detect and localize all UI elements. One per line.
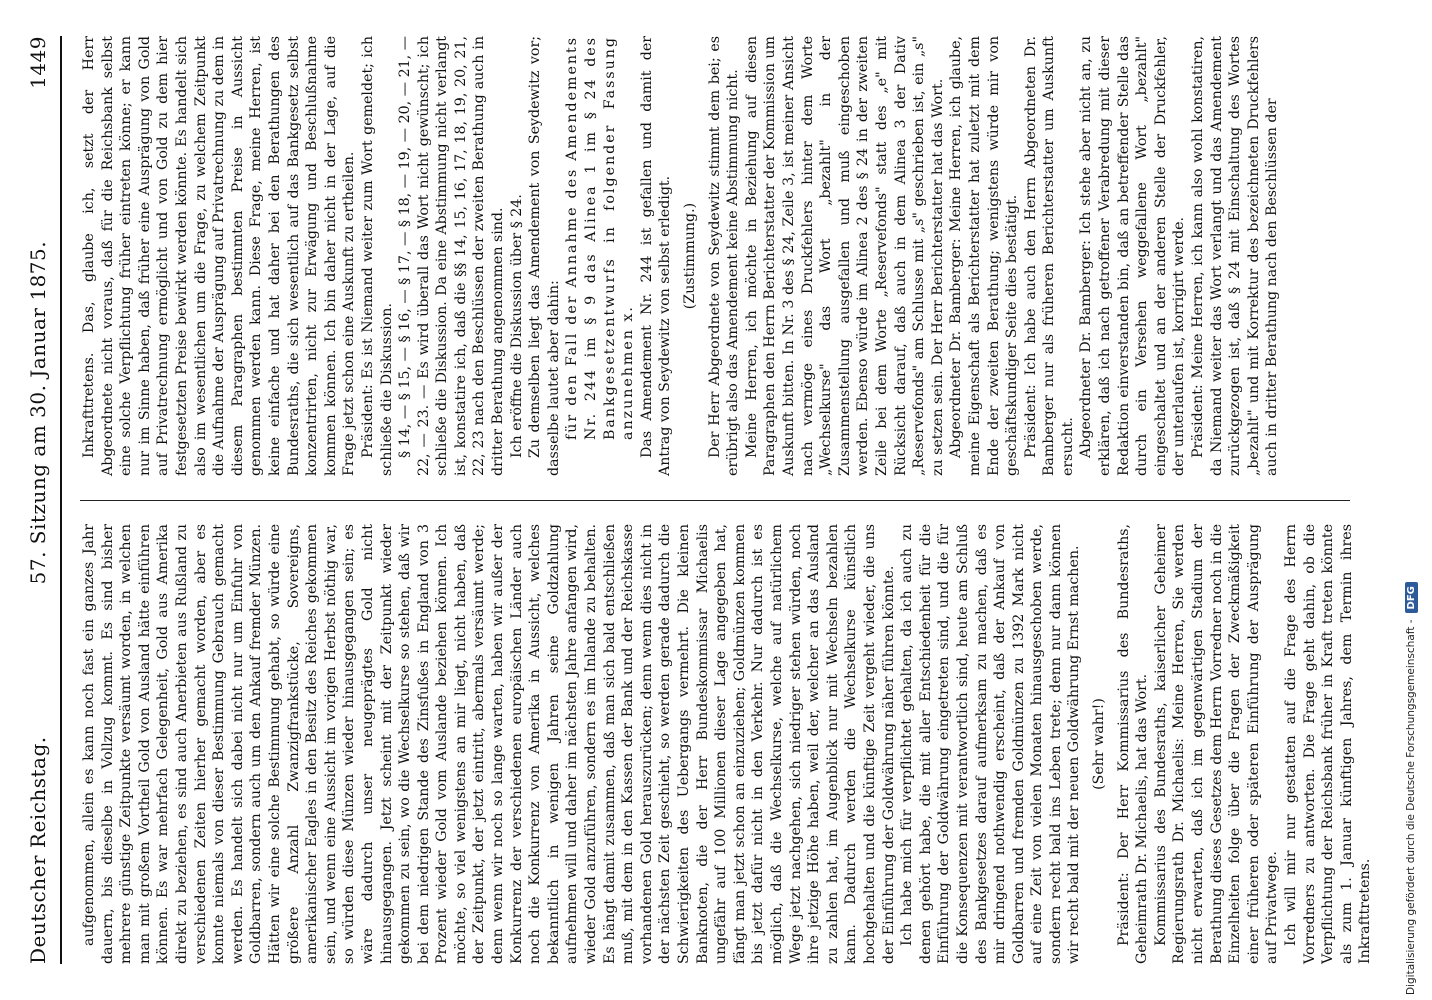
paragraph: Ich eröffne die Diskussion über § 24. [508,194,525,458]
paragraph: Zu demselben liegt das Amendement von Seydewitz vor; dasselbe lautet aber dahin: [527,36,562,476]
paragraph: § 14, — § 15, — § 16, — § 17, — § 18, — 19, — 20, — 21, — 22, — 23. — Es wird überall das Wort nicht gewünscht; ich schließe die Diskussion. Da eine Abstimmung nicht verlangt ist, konstatire ich, daß die §§ 14, 15, 16, 17, 18, 19, 20, 21, 22, 23 nach den Beschlüssen der zweiten Berathung auch in dritter Berathung angenommen sind. [397,36,507,476]
paragraph: Ich will mir nur gestatten auf die Frage des Herrn Vorredners zu antworten. Die Frage geht dahin, ob die Verpflichtung der Reichsbank früher in Kraft treten könnte als zum 1. Januar künftigen Jahres, dem Termin ihres Inkrafttretens. [1283,524,1374,964]
paragraph: Inkrafttretens. Das, glaube ich, setzt der Herr Abgeordnete nicht voraus, daß für die Reichsbank selbst eine solche Verpflichtung früher eintreten könne; er kann nur im Sinne haben, daß früher eine Ausprägung von Gold auf Privatrechnung ermöglicht und von Gold zu dem hier festgesetzten Preise bewirkt werden könnte. Es handelt sich also im wesentlichen um die Frage, zu welchem Zeitpunkt die Aufnahme der Ausprägung auf Privatrechnung zu dem in diesem Paragraphen bestimmten Preise in Aussicht genommen werden kann. Diese Frage, meine Herren, ist keine einfache und hat daher bei den Berathungen des Bundesraths, die sich wesentlich auf das Bankgesetz selbst konzentrirten, nicht zur Erwägung und Beschlußnahme kommen können. Ich bin daher nicht in der Lage, auf die Frage jetzt schon eine Auskunft zu ertheilen. [81,36,358,476]
paragraph: Ich habe mich für verpflichtet gehalten, da ich auch zu denen gehört habe, die mit aller Entschiedenheit für die Einführung der Goldwährung eingetreten sind, und die für die Konsequenzen mit verantwortlich sind, heute am Schluß des Bankgesetzes darauf aufmerksam zu machen, daß es mir dringend nothwendig erscheint, daß der Ankauf von Goldbarren und fremden Goldmünzen zu 1392 Mark nicht auf eine Zeit von vielen Monaten hinausgeschoben werde, sondern recht bald ins Leben trete; denn nur dann können wir recht bald mit der neuen Goldwährung Ernst machen. [899,524,1083,964]
header-publication: Deutscher Reichstag. [26,736,50,964]
header-page-number: 1449 [26,36,50,89]
dfg-logo: DFG [1405,582,1418,613]
paragraph: Der Herr Abgeordnete von Seydewitz stimmt dem bei; es erübrigt also das Amendement keine Abstimmung nicht. [706,36,742,476]
interjection: (Sehr wahr!) [1091,698,1108,790]
paragraph: Kommissarius des Bundesraths, kaiserlicher Geheimer Regierungsrath Dr. Michaelis: Meine Herren, Sie werden nicht erwarten, daß ich im gegenwärtigen Stadium der Berathung dieses Gesetzes dem Herrn Vorredner noch in die Einzelheiten folge über die Fragen der Zweckmäßigkeit einer früheren oder späteren Einführung der Ausprägung auf Privatwege. [1152,524,1281,964]
paragraph: Präsident: Der Herr Kommissarius des Bundesraths, Geheimrath Dr. Michaelis, hat das Wort. [1115,524,1151,964]
paragraph: Das Amendement Nr. 244 ist gefallen und damit der Antrag von Seydewitz von selbst erledigt. [638,36,674,476]
paragraph: Präsident: Es ist Niemand weiter zum Wort gemeldet; ich schließe die Diskussion. [359,36,395,476]
column-divider [80,500,1350,501]
header-rule [60,36,62,964]
page-header [18,36,58,964]
text-column-right [80,36,1350,476]
paragraph: Abgeordneter Dr. Bamberger: Meine Herren, ich glaube, meine Eigenschaft als Berichterstatter hat zuletzt mit dem Ende der zweiten Berathung; wenigstens würde mir von geschäftskundiger Seite dies bestätigt. [948,36,1021,476]
paragraph: Präsident: Ich habe auch den Herrn Abgeordneten Dr. Bamberger nur als früheren Berichterstatter um Auskunft ersucht. [1022,36,1076,476]
paragraph: Abgeordneter Dr. Bamberger: Ich stehe aber nicht an, zu erklären, daß ich nach getroffener Verabredung mit dieser Redaktion einverstanden bin, daß an betreffender Stelle das durch ein Versehen weggefallene Wort „bezahlt" eingeschaltet und an der anderen Stelle der Druckfehler, der unterlaufen ist, korrigirt werde. [1078,36,1188,476]
text-column-left [80,524,1374,964]
digitization-credit [1400,5,1422,995]
paragraph: Präsident: Meine Herren, ich kann also wohl konstatiren, da Niemand weiter das Wort verlangt und das Amendement zurückgezogen ist, daß § 24 mit Einschaltung des Wortes „bezahlt" und mit Korrektur des bezeichneten Druckfehlers auch in dritter Berathung nach den Beschlüssen der [1190,36,1281,476]
amendment-quote: für den Fall der Annahme des Amendements Nr. 244 im § 9 das Alinea 1 im § 24 des Bankgesetzentwurfs in folgender Fassung anzunehmen x. [564,36,637,440]
header-session: 57. Sitzung am 30. Januar 1875. [26,240,50,585]
paragraph: Meine Herren, ich möchte in Beziehung auf diesen Paragraphen den Herrn Berichterstatter der Kommission um Auskunft bitten. In Nr. 3 des § 24, Zeile 3, ist meiner Ansicht nach vermöge eines Druckfehlers hinter dem Worte „Wechselkurse" das Wort „bezahlt" in der Zusammenstellung ausgefallen und muß eingeschoben werden. Ebenso würde im Alinea 2 des § 24 in der zweiten Zeile bei dem Worte „Reservefonds" statt des „e" mit Rücksicht darauf, daß auch in dem Alinea 3 der Dativ „Reservefonds" am Schlusse mit „s" geschrieben ist, ein „s" zu setzen sein. Der Herr Berichterstatter hat das Wort. [743,36,946,476]
paragraph: aufgenommen, allein es kann noch fast ein ganzes Jahr dauern, bis dieselbe in Vollzug kommt. Es sind bisher mehrere günstige Zeitpunkte versäumt worden, in welchen man mit großem Vortheil Gold von Ausland hätte einführen können. Es war mehrfach Gelegenheit, Gold aus Amerika direkt zu beziehen, es sind auch Anerbieten aus Rußland zu verschiedenen Zeiten hierher gemacht worden, aber es konnte niemals von dieser Bestimmung Gebrauch gemacht werden. Es handelt sich dabei nicht nur um Einfuhr von Goldbarren, sondern auch um den Ankauf fremder Münzen. Hätten wir eine solche Bestimmung gehabt, so würde eine größere Anzahl Zwanzigfrankstücke, Sovereigns, amerikanischer Eagles in den Besitz des Reiches gekommen sein, und wenn eine Aussicht im vorigen Herbst nöthig war, so würden diese Münzen wieder hinausgegangen sein; es wäre dadurch unser neugeprägtes Gold nicht hinausgegangen. Jetzt scheint mit der Zeitpunkt wieder gekommen zu sein, wo die Wechselkurse so stehen, daß wir bei dem niedrigen Stande des Zinsfußes in England von 3 Prozent wieder Gold vom Auslande beziehen können. Ich möchte, so viel wenigstens an mir liegt, nicht haben, daß der Zeitpunkt, der jetzt eintritt, abermals versäumt werde; denn wenn wir noch so lange warten, haben wir außer der Konkurrenz der verschiedenen europäischen Länder auch noch die Konkurrenz von Amerika in Aussicht, welches bekanntlich in wenigen Jahren seine Goldzahlung aufnehmen will und daher im nächsten Jahre anfangen wird, wieder Gold anzuführen, sondern es im Inlande zu behalten. Es hängt damit zusammen, daß man sich bald entschließen muß, mit dem in den Kassen der Bank und der Reichskasse vorhandenen Gold herauszurücken; denn wenn dies nicht in der nächsten Zeit geschieht, so werden gerade dadurch die Schwierigkeiten des Uebergangs vermehrt. Die kleinen Banknoten, die der Herr Bundeskommissar Michaelis ungefähr auf 100 Millionen dieser Lage angegeben hat, fängt man jetzt schon an einzuziehen; Goldmünzen kommen bis jetzt dafür nicht in den Verkehr. Nur dadurch ist es möglich, daß die Wechselkurse, welche auf natürlichem Wege jetzt nachgehen, sich niedriger stehen würden, noch ihre jetzige Höhe haben, weil der, welcher an das Ausland zu zahlen hat, im Augenblick nur mit Wechseln bezahlen kann. Dadurch werden die Wechselkurse künstlich hochgehalten und die künftige Zeit vergeht wieder, die uns der Einführung der Goldwährung näher führen könnte. [81,524,897,964]
digitization-credit-text: Digitalisierung gefördert durch die Deutsche Forschungsgemeinschaft - [1405,619,1417,995]
interjection: (Zustimmung.) [682,202,698,310]
